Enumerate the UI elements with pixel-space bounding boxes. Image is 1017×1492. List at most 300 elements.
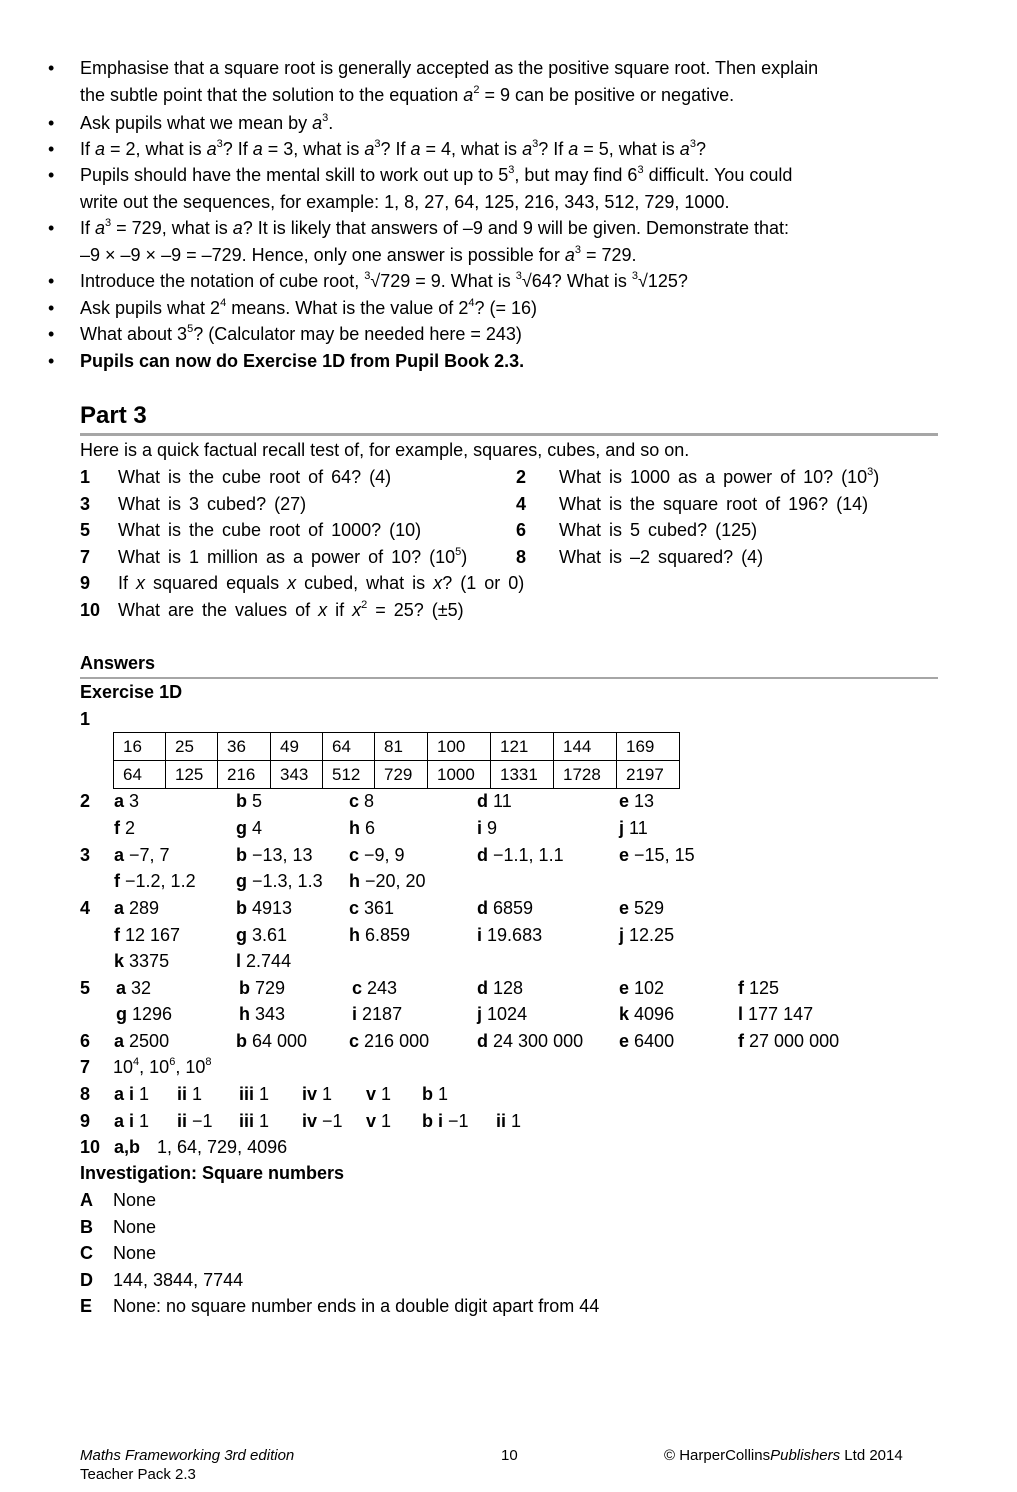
part-label: b (239, 978, 250, 998)
part-value: 11 (493, 791, 512, 811)
part-value: 128 (493, 978, 524, 998)
text-segment: write out the sequences, for example: 1, 8, 27, 64, 125, 216, 343, 512, 729, 1000. (80, 191, 730, 212)
answer-part (366, 1084, 391, 1105)
part-label: l (738, 1004, 744, 1024)
table-cell: 64 (114, 761, 166, 789)
table-cell: 25 (166, 733, 218, 761)
superscript: 3 (364, 270, 371, 282)
answer-part (114, 1084, 149, 1105)
superscript: 3 (574, 243, 581, 256)
part-value: 529 (634, 898, 665, 918)
part-label: a (114, 791, 125, 811)
answer-7 (113, 1057, 211, 1078)
text-segment: Ask pupils what we mean by (80, 113, 313, 133)
part-label: iii (239, 1111, 255, 1131)
answer-10-text: 1, 64, 729, 4096 (157, 1137, 288, 1157)
text-segment: ? If (380, 139, 411, 159)
question-text (118, 600, 464, 621)
answer-part (619, 845, 695, 866)
part-value: 361 (364, 898, 395, 918)
question-number: 4 (516, 494, 527, 514)
page-number: 10 (501, 1447, 518, 1464)
answer-part (236, 951, 291, 972)
text-segment: , 10 (175, 1057, 206, 1077)
footer-pack: Teacher Pack 2.3 (80, 1466, 196, 1483)
bullet-line (80, 113, 333, 134)
part-3-rule (80, 433, 938, 436)
text-segment: . (328, 113, 334, 133)
answer-part (114, 898, 159, 919)
answer-part (239, 1111, 269, 1132)
question-number: 8 (516, 547, 527, 567)
part-label: b i (422, 1111, 443, 1131)
answer-part (349, 845, 405, 866)
question-text (118, 547, 467, 568)
part-label: b (236, 1031, 247, 1051)
text-segment: = 3, what is (262, 139, 365, 159)
answer-number: 7 (80, 1057, 91, 1077)
exercise-heading: Exercise 1D (80, 682, 183, 702)
answer-part (236, 845, 313, 866)
part-value: −20, 20 (365, 871, 426, 891)
answer-part (114, 791, 139, 812)
text-segment: What is –2 squared? (4) (559, 547, 764, 567)
answer-part (352, 1004, 402, 1025)
text-segment: a (252, 139, 263, 159)
answer-part (477, 1004, 527, 1025)
text-segment: x (318, 600, 328, 620)
superscript: 3 (867, 466, 874, 478)
answer-part (177, 1084, 202, 1105)
answer-part (738, 1004, 813, 1025)
investigation-answer: None (113, 1243, 157, 1263)
answer-part (239, 978, 285, 999)
answer-part (477, 791, 512, 812)
superscript: 3 (322, 112, 329, 124)
question-text (559, 494, 868, 515)
part-value: −1 (322, 1111, 343, 1131)
text-segment: ? If (538, 139, 569, 159)
text-segment: ? (= 16) (474, 298, 537, 318)
answer-part (477, 845, 564, 866)
part-label: f (114, 871, 120, 891)
answer-part (302, 1111, 343, 1132)
part-value: −7, 7 (129, 845, 170, 865)
part-value: 1 (139, 1084, 150, 1104)
part-value: 1 (511, 1111, 522, 1131)
investigation-letter: A (80, 1190, 93, 1210)
part-value: 1 (259, 1084, 270, 1104)
part-value: −1 (448, 1111, 469, 1131)
part-label: a i (114, 1084, 135, 1104)
question-text (118, 494, 306, 515)
part-value: 13 (634, 791, 655, 811)
answer-number: 1 (80, 709, 91, 729)
text-segment: ? If (222, 139, 253, 159)
part-label: h (349, 818, 360, 838)
part-value: 4913 (252, 898, 293, 918)
question-text (118, 467, 391, 488)
part-label: b (236, 898, 247, 918)
table-cell: 81 (375, 733, 428, 761)
part-value: 289 (129, 898, 160, 918)
text-segment: squared equals (145, 573, 288, 593)
answer-part (302, 1084, 332, 1105)
text-segment: , 10 (139, 1057, 170, 1077)
part-value: 2187 (362, 1004, 403, 1024)
text-segment: √125? (637, 271, 688, 291)
bullet-icon: • (48, 113, 55, 133)
part-label: b (236, 791, 247, 811)
part-value: 3.61 (252, 925, 288, 945)
answer-part (239, 1084, 269, 1105)
text-segment: a (232, 218, 243, 238)
superscript: 3 (216, 138, 223, 150)
text-segment: x (287, 573, 297, 593)
part-label: ii (177, 1111, 188, 1131)
answer-part (422, 1084, 448, 1105)
superscript: 4 (468, 297, 475, 309)
investigation-letter: C (80, 1243, 93, 1263)
table-cell: 121 (491, 733, 554, 761)
question-text (118, 520, 421, 541)
text-segment: What is 1000 as a power of 10? (10 (559, 467, 868, 487)
part-label: c (349, 898, 360, 918)
answer-number: 4 (80, 898, 91, 918)
text-segment: x (433, 573, 443, 593)
part-label: i (477, 925, 483, 945)
part-value: 177 147 (748, 1004, 814, 1024)
answers-rule (80, 677, 938, 679)
answer-part (236, 871, 323, 892)
table-cell: 1728 (554, 761, 617, 789)
superscript: 4 (133, 1056, 140, 1068)
answer-part (114, 818, 135, 839)
part-value: −9, 9 (364, 845, 405, 865)
part-value: 343 (255, 1004, 286, 1024)
answer-part (349, 791, 374, 812)
question-number: 9 (80, 573, 91, 593)
table-cell: 125 (166, 761, 218, 789)
part-label: f (114, 818, 120, 838)
answer-part (619, 818, 648, 839)
answer-part (738, 1031, 839, 1052)
bullet-line (80, 271, 688, 292)
bullet-line (80, 139, 706, 160)
text-segment: What are the values of (118, 600, 319, 620)
part-label: e (619, 898, 630, 918)
answer-part (422, 1111, 469, 1132)
investigation-letter: E (80, 1296, 93, 1316)
bullet-icon: • (48, 324, 55, 344)
text-segment: Ask pupils what 2 (80, 298, 221, 318)
text-segment: What is the cube root of 1000? (10) (118, 520, 422, 540)
text-segment: a (568, 139, 579, 159)
superscript: 5 (455, 546, 462, 558)
part-label: a (114, 845, 125, 865)
table-cell: 100 (428, 733, 491, 761)
part-value: 8 (364, 791, 375, 811)
part-label: ii (177, 1084, 188, 1104)
text-segment: a (95, 139, 106, 159)
text-segment: a (679, 139, 690, 159)
part-label: a (116, 978, 127, 998)
text-segment: –9 × –9 × –9 = –729. Hence, only one answer is possible for (80, 244, 565, 265)
question-number: 3 (80, 494, 91, 514)
part-value: −13, 13 (252, 845, 313, 865)
answer-part (349, 898, 394, 919)
text-segment: = 729, what is (111, 218, 233, 238)
part-value: 6.859 (365, 925, 411, 945)
question-number: 2 (516, 467, 527, 487)
part-value: 19.683 (487, 925, 543, 945)
question-text (559, 520, 757, 541)
answer-10-label: a,b (114, 1137, 141, 1157)
answer-part (738, 978, 779, 999)
text-segment: If (80, 218, 96, 238)
answer-part (619, 791, 654, 812)
part-value: 12 167 (125, 925, 181, 945)
table-cell: 36 (218, 733, 271, 761)
part-value: 243 (367, 978, 398, 998)
part-value: 1 (139, 1111, 150, 1131)
part-value: −15, 15 (634, 845, 695, 865)
bullet-line (80, 245, 637, 266)
superscript: 3 (631, 270, 638, 282)
superscript: 2 (361, 599, 368, 611)
answer-part (349, 818, 375, 839)
table-cell: 144 (554, 733, 617, 761)
part-value: 24 300 000 (493, 1031, 584, 1051)
part-label: g (236, 871, 247, 891)
investigation-letter: B (80, 1216, 93, 1237)
bullet-line (80, 218, 789, 239)
part-value: 1 (259, 1111, 270, 1131)
answer-part (477, 978, 523, 999)
superscript: 8 (205, 1056, 212, 1068)
answer-part (477, 898, 533, 919)
text-segment: ? (1 or 0) (442, 573, 525, 593)
part-value: 1296 (132, 1004, 173, 1024)
bullet-line (80, 58, 818, 79)
answer-part (239, 1004, 285, 1025)
part-value: 6859 (493, 898, 534, 918)
part-value: 729 (255, 978, 286, 998)
investigation-answer: None: no square number ends in a double digit apart from 44 (113, 1296, 600, 1316)
part-value: 6 (365, 818, 376, 838)
part-value: −1.2, 1.2 (125, 871, 196, 891)
investigation-heading: Investigation: Square numbers (80, 1163, 345, 1183)
bullet-line (80, 351, 524, 372)
investigation-letter: D (80, 1269, 93, 1290)
table-cell: 2197 (617, 761, 680, 789)
part-label: c (349, 1031, 360, 1051)
text-segment: a (564, 244, 575, 265)
text-segment: If (80, 139, 96, 159)
bullet-icon: • (48, 139, 55, 159)
part-value: 6400 (634, 1031, 675, 1051)
part-3-intro: Here is a quick factual recall test of, for example, squares, cubes, and so on. (80, 440, 690, 460)
question-number: 5 (80, 520, 91, 540)
answer-part (236, 1031, 307, 1052)
text-segment: = 2, what is (105, 139, 207, 159)
question-text (559, 467, 879, 488)
question-number: 7 (80, 547, 91, 567)
investigation-answer: 144, 3844, 7744 (113, 1269, 244, 1290)
part-value: 2.744 (246, 951, 292, 971)
bullet-line (80, 298, 537, 319)
text-segment: Pupils can now do Exercise 1D from Pupil Book 2.3. (80, 351, 525, 371)
part-label: g (116, 1004, 127, 1024)
part-label: e (619, 845, 630, 865)
text-segment: a (206, 139, 217, 159)
part-label: c (349, 845, 360, 865)
bullet-icon: • (48, 58, 55, 78)
part-value: 32 (131, 978, 152, 998)
answer-part (114, 1031, 169, 1052)
part-label: i (352, 1004, 358, 1024)
text-segment: the subtle point that the solution to the equation (80, 84, 464, 105)
text-segment: ) (461, 547, 468, 567)
text-segment: Introduce the notation of cube root, (80, 271, 365, 291)
table-cell: 64 (323, 733, 375, 761)
part-label: ii (496, 1111, 507, 1131)
answer-number: 6 (80, 1031, 91, 1051)
part-value: 11 (629, 818, 648, 838)
answer-part (496, 1111, 521, 1132)
answer-part (114, 925, 180, 946)
part-label: d (477, 1031, 488, 1051)
part-value: 2500 (129, 1031, 170, 1051)
question-number: 1 (80, 467, 91, 487)
part-value: 4096 (634, 1004, 675, 1024)
part-value: 12.25 (629, 925, 675, 945)
answer-part (352, 978, 397, 999)
table-row-cubes (114, 761, 680, 789)
answer-part (236, 925, 287, 946)
part-label: a i (114, 1111, 135, 1131)
text-segment: Pupils should have the mental skill to work out up to 5 (80, 165, 509, 185)
table-cell: 1000 (428, 761, 491, 789)
answer-part (114, 951, 169, 972)
part-label: h (349, 925, 360, 945)
answer-part (619, 1004, 674, 1025)
part-label: iv (302, 1111, 318, 1131)
part-value: −1.3, 1.3 (252, 871, 323, 891)
text-segment: a (463, 84, 474, 105)
text-segment: means. What is the value of 2 (226, 298, 469, 318)
answer-part (236, 791, 262, 812)
table-cell: 1331 (491, 761, 554, 789)
text-segment: , but may find 6 (514, 165, 638, 185)
text-segment: x (136, 573, 146, 593)
superscript: 5 (187, 323, 194, 335)
part-label: b (422, 1084, 433, 1104)
part-value: 216 000 (364, 1031, 430, 1051)
text-segment: a (522, 139, 533, 159)
answer-number: 10 (80, 1137, 101, 1157)
answer-part (114, 845, 170, 866)
answer-number: 3 (80, 845, 91, 865)
part-label: v (366, 1084, 377, 1104)
part-label: a (114, 1031, 125, 1051)
part-label: c (352, 978, 363, 998)
answer-part (116, 978, 151, 999)
part-label: h (239, 1004, 250, 1024)
part-value: 9 (487, 818, 498, 838)
part-value: 1 (381, 1084, 392, 1104)
footer-book-title: Maths Frameworking 3rd edition (80, 1447, 295, 1464)
answer-part (366, 1111, 391, 1132)
part-value: 27 000 000 (749, 1031, 840, 1051)
text-segment: ? (Calculator may be needed here = 243) (193, 324, 522, 344)
answer-part (236, 898, 292, 919)
part-value: 2 (125, 818, 136, 838)
superscript: 3 (105, 217, 112, 229)
text-segment: = 5, what is (578, 139, 680, 159)
part-value: 1 (192, 1084, 203, 1104)
part-value: 1 (438, 1084, 449, 1104)
answers-heading: Answers (80, 653, 156, 673)
part-label: k (619, 1004, 630, 1024)
part-label: d (477, 898, 488, 918)
text-segment: ? It is likely that answers of –9 and 9 will be given. Demonstrate that: (242, 218, 790, 238)
part-value: 5 (252, 791, 263, 811)
text-segment: What is 5 cubed? (125) (559, 520, 758, 540)
superscript: 6 (169, 1056, 176, 1068)
text-segment: = 25? (±5) (367, 600, 464, 620)
text-segment: = 4, what is (420, 139, 523, 159)
part-label: a (114, 898, 125, 918)
part-label: d (477, 845, 488, 865)
answer-part (116, 1004, 172, 1025)
text-segment: cubed, what is (296, 573, 434, 593)
part-value: −1.1, 1.1 (493, 845, 564, 865)
text-segment: = 9 can be positive or negative. (479, 84, 735, 105)
squares-cubes-table (113, 732, 680, 789)
answer-part (619, 978, 664, 999)
part-value: 64 000 (252, 1031, 308, 1051)
question-text (559, 547, 763, 568)
part-label: d (477, 978, 488, 998)
part-value: 3375 (129, 951, 170, 971)
part-3-heading: Part 3 (80, 402, 147, 429)
answer-part (114, 1111, 149, 1132)
text-segment: If (118, 573, 137, 593)
text-segment: a (364, 139, 375, 159)
part-label: v (366, 1111, 377, 1131)
text-segment: 10 (113, 1057, 134, 1077)
part-label: e (619, 978, 630, 998)
part-label: iv (302, 1084, 318, 1104)
text-segment: ? (695, 139, 706, 159)
part-label: f (738, 1031, 744, 1051)
part-label: g (236, 925, 247, 945)
text-segment: a (95, 218, 106, 238)
copyright-suffix: Ltd 2014 (840, 1447, 903, 1464)
part-value: 1 (381, 1111, 392, 1131)
answer-number: 8 (80, 1084, 91, 1104)
bullet-icon: • (48, 218, 55, 238)
table-row-squares (114, 733, 680, 761)
text-segment: √729 = 9. What is (370, 271, 516, 291)
answer-part (477, 1031, 583, 1052)
part-value: 1024 (487, 1004, 528, 1024)
part-label: d (477, 791, 488, 811)
text-segment: Emphasise that a square root is generally accepted as the positive square root. Then explain (80, 58, 819, 78)
table-cell: 216 (218, 761, 271, 789)
text-segment: √64? What is (521, 271, 632, 291)
